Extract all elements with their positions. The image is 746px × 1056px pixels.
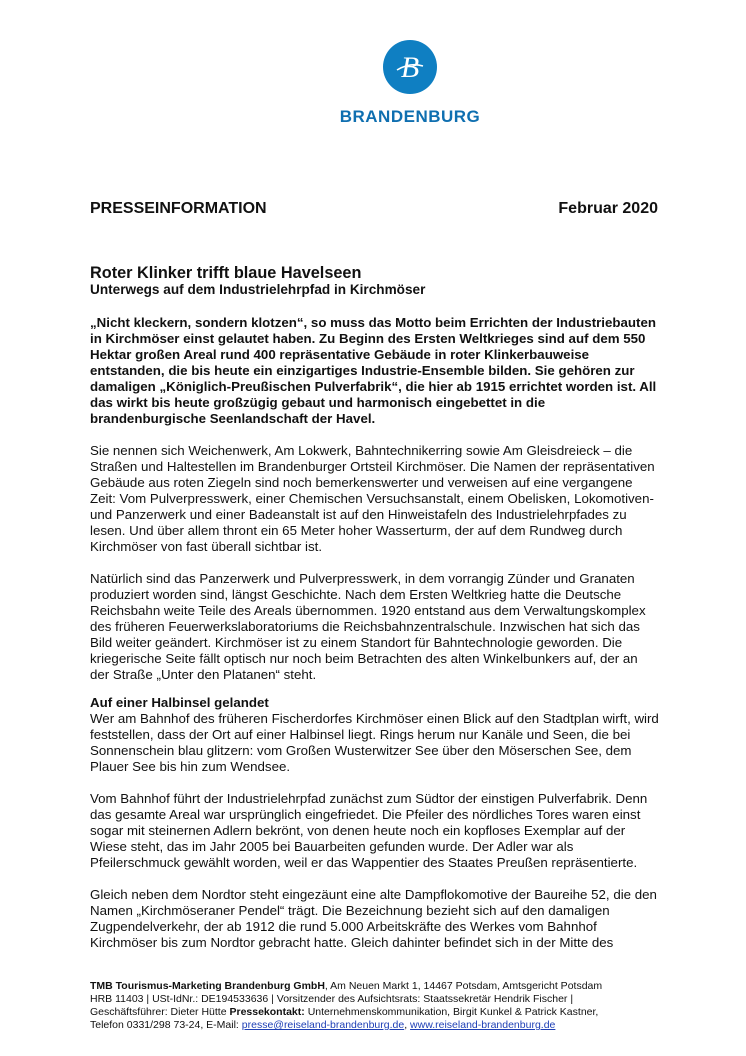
footer-line: HRB 11403 | USt-IdNr.: DE194533636 | Vorsitzender des Aufsichtsrats: Staatssekretär Hendrik Fischer | — [90, 993, 574, 1005]
logo-wordmark: BRANDENBURG — [339, 107, 481, 126]
footer-line: Telefon 0331/298 73-24, E-Mail: presse@reiseland-brandenburg.de, www.reiseland-brandenburg.de — [90, 1019, 556, 1031]
brand-logo — [0, 40, 746, 127]
article-title: Roter Klinker trifft blaue Havelseen — [90, 264, 362, 282]
footer-line: Geschäftsführer: Dieter Hütte Pressekontakt: Unternehmenskommunikation, Birgit Kunkel & Patrick Kastner, — [90, 1006, 599, 1018]
press-contact-label: Pressekontakt: — [229, 1006, 305, 1018]
company-name: TMB Tourismus-Marketing Brandenburg GmbH — [90, 980, 325, 992]
website-link[interactable]: www.reiseland-brandenburg.de — [410, 1019, 556, 1031]
press-label: PRESSEINFORMATION — [90, 200, 267, 217]
body-paragraph: Gleich neben dem Nordtor steht eingezäunt eine alte Dampflokomotive der Baureihe 52, die den Namen „Kirchmöseraner Pendel“ trägt. Die Bezeichnung bezieht sich auf den damaligen Zugpendelverkehr, der ab 1912 die rund 5.000 Arbeitskräfte des Werkes vom Bahnhof Kirchmöser bis zum Nordtor gebracht hatte. Gleich dahinter befindet sich in der Mitte des — [90, 887, 657, 950]
body-paragraph: Wer am Bahnhof des früheren Fischerdorfes Kirchmöser einen Blick auf den Stadtplan wirft, wird feststellen, dass der Ort auf einer Halbinsel liegt. Rings herum nur Kanäle und Seen, die bei Sonnenschein blau glitzern: vom Großen Wusterwitzer See über den Möserschen See, dem Plauer See bis hin zum Wendsee. — [90, 711, 659, 774]
footer-line: TMB Tourismus-Marketing Brandenburg GmbH, Am Neuen Markt 1, 14467 Potsdam, Amtsgericht Potsdam — [90, 980, 603, 992]
section-heading: Auf einer Halbinsel gelandet — [90, 695, 269, 710]
lead-paragraph: „Nicht kleckern, sondern klotzen“, so muss das Motto beim Errichten der Industriebauten in Kirchmöser einst gelautet haben. Zu Beginn des Ersten Weltkrieges sind auf dem 550 Hektar großen Areal rund 400 repräsentative Gebäude in roter Klinkerbauweise entstanden, die bis heute ein einzigartiges Industrie-Ensemble bilden. Sie gehören zur damaligen „Königlich-Preußischen Pulverfabrik“, die hier ab 1915 errichtet worden ist. All das wirkt bis heute großzügig gebaut und harmonisch eingebettet in die brandenburgische Seenlandschaft der Havel. — [90, 315, 657, 426]
article-subtitle: Unterwegs auf dem Industrielehrpfad in Kirchmöser — [90, 282, 426, 297]
body-paragraph: Sie nennen sich Weichenwerk, Am Lokwerk, Bahntechnikerring sowie Am Gleisdreieck – die Straßen und Haltestellen im Brandenburger Ortsteil Kirchmöser. Die Namen der repräsentativen Gebäude aus roten Ziegeln sind noch bemerkenswerter und verweisen auf eine vergangene Zeit: Vom Pulverpresswerk, einer Chemischen Versuchsanstalt, einem Obelisken, Lokomotiven- und Panzerwerk und einer Badeanstalt ist auf den Hinweistafeln des Industrielehrpfades zu lesen. Und über allem thront ein 65 Meter hoher Wasserturm, der auf dem Rundweg durch Kirchmöser von fast überall sichtbar ist. — [90, 443, 655, 554]
logo-monogram: B — [400, 51, 420, 84]
issue-date: Februar 2020 — [558, 200, 658, 217]
body-paragraph: Vom Bahnhof führt der Industrielehrpfad zunächst zum Südtor der einstigen Pulverfabrik. Denn das gesamte Areal war ursprünglich eingefriedet. Die Pfeiler des nördliches Tores waren einst sogar mit steinernen Adlern bekrönt, von denen heute noch ein kopfloses Exemplar auf der Wiese steht, das im Jahr 2005 bei Bauarbeiten gefunden wurde. Der Adler war als Pfeilerschmuck gewählt worden, weil er das Wappentier des Staates Preußen repräsentierte. — [90, 791, 648, 870]
page-footer — [90, 980, 660, 1032]
document-header — [90, 200, 658, 218]
brandenburg-logo-icon — [383, 40, 437, 94]
body-paragraph: Natürlich sind das Panzerwerk und Pulverpresswerk, in dem vorrangig Zünder und Granaten produziert worden sind, längst Geschichte. Nach dem Ersten Weltkrieg hatte die Deutsche Reichsbahn weite Teile des Areals übernommen. 1920 entstand aus dem Verwaltungskomplex des früheren Feuerwerkslaboratoriums die Reichsbahnzentralschule. Inzwischen hat sich das Bild weiter geändert. Kirchmöser ist zu einem Standort für Bahntechnologie geworden. Die kriegerische Seite fällt optisch nur noch beim Betrachten des alten Winkelbunkers auf, der an der Straße „Unter den Platanen“ steht. — [90, 571, 646, 682]
email-link[interactable]: presse@reiseland-brandenburg.de — [241, 1019, 405, 1031]
article-body — [90, 264, 660, 951]
